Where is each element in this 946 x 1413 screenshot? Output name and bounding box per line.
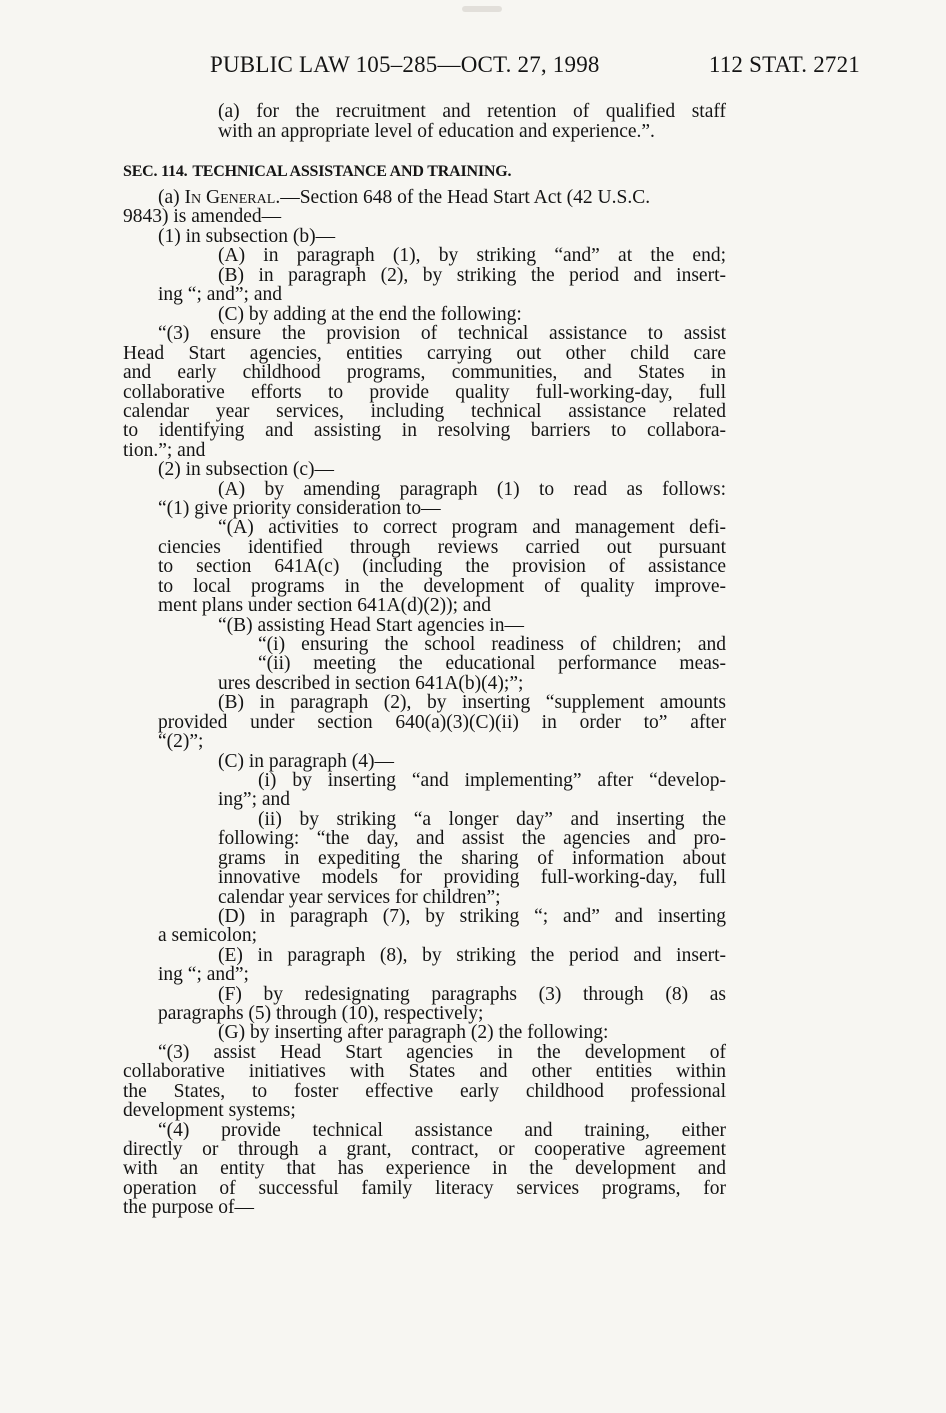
text-line: ciencies identified through reviews carried out pursuant xyxy=(158,537,726,558)
text-line: (D) in paragraph (7), by striking “; and” and inserting xyxy=(218,906,726,927)
text-line: the purpose of— xyxy=(123,1197,255,1218)
text-line: to identifying and assisting in resolving barriers to collabora- xyxy=(123,420,726,441)
text-line: ment plans under section 641A(d)(2)); and xyxy=(158,595,492,616)
text-line: “(ii) meeting the educational performance meas- xyxy=(258,653,726,674)
text-line: “(A) activities to correct program and management defi- xyxy=(218,517,726,538)
text-line: with an appropriate level of education and experience.”. xyxy=(218,121,655,142)
text-line: 9843) is amended— xyxy=(123,206,282,227)
text-line: “(3) ensure the provision of technical assistance to assist xyxy=(158,323,726,344)
text-line: paragraphs (5) through (10), respectively; xyxy=(158,1003,484,1024)
text-line: ures described in section 641A(b)(4);”; xyxy=(218,673,524,694)
text-line: directly or through a grant, contract, or cooperative agreement xyxy=(123,1139,726,1160)
text-line: following: “the day, and assist the agencies and pro- xyxy=(218,828,726,849)
text-line: “(4) provide technical assistance and training, either xyxy=(158,1120,726,1141)
text-line: calendar year services for children”; xyxy=(218,887,501,908)
text-line: “(B) assisting Head Start agencies in— xyxy=(218,615,524,636)
text-line: with an entity that has experience in the development and xyxy=(123,1158,726,1179)
text-line: to section 641A(c) (including the provision of assistance xyxy=(158,556,726,577)
text-line: (C) in paragraph (4)— xyxy=(218,751,394,772)
text-line: to local programs in the development of quality improve- xyxy=(158,576,726,597)
text-line: (2) in subsection (c)— xyxy=(158,459,334,480)
subsection-a-heading xyxy=(158,187,725,208)
text-line: development systems; xyxy=(123,1100,296,1121)
page-header xyxy=(210,52,860,86)
text-line: (C) by adding at the end the following: xyxy=(218,304,522,325)
header-stat-page: 112 STAT. 2721 xyxy=(708,52,860,77)
text-line: (B) in paragraph (2), by striking the period and insert- xyxy=(218,265,726,286)
text-line: (A) in paragraph (1), by striking “and” at the end; xyxy=(218,245,726,266)
text-line: (E) in paragraph (8), by striking the period and insert- xyxy=(218,945,726,966)
text-line: (A) by amending paragraph (1) to read as follows: xyxy=(218,479,726,500)
text-line: ing “; and”; and xyxy=(158,284,282,305)
text-line: “(i) ensuring the school readiness of children; and xyxy=(258,634,726,655)
text-line: operation of successful family literacy services programs, for xyxy=(123,1178,726,1199)
text-line: “(2)”; xyxy=(158,731,204,752)
section-heading xyxy=(123,160,511,182)
text-line: Head Start agencies, entities carrying out other child care xyxy=(123,343,726,364)
text-line: collaborative initiatives with States and other entities within xyxy=(123,1061,726,1082)
text-line: ing”; and xyxy=(218,789,291,810)
text-line: (F) by redesignating paragraphs (3) through (8) as xyxy=(218,984,726,1005)
text-line: innovative models for providing full-working-day, full xyxy=(218,867,726,888)
subsection-a-title: In General xyxy=(184,187,276,208)
section-number: SEC. 114. xyxy=(123,163,188,180)
text-line: collaborative efforts to provide quality full-working-day, full xyxy=(123,382,726,403)
text-line: (a) for the recruitment and retention of qualified staff xyxy=(218,101,726,122)
text-line: (1) in subsection (b)— xyxy=(158,226,336,247)
subsection-a-text: .—Section 648 of the Head Start Act (42 U.S.C. xyxy=(275,187,651,208)
text-line: “(1) give priority consideration to— xyxy=(158,498,441,519)
text-line: “(3) assist Head Start agencies in the development of xyxy=(158,1042,726,1063)
text-line: (ii) by striking “a longer day” and inserting the xyxy=(258,809,726,830)
text-line: the States, to foster effective early childhood professional xyxy=(123,1081,726,1102)
text-line: ing “; and”; xyxy=(158,964,249,985)
subsection-a-label: (a) xyxy=(158,187,180,208)
text-line: (i) by inserting “and implementing” after “develop- xyxy=(258,770,726,791)
text-line: (B) in paragraph (2), by inserting “supplement amounts xyxy=(218,692,726,713)
header-public-law: PUBLIC LAW 105–285—OCT. 27, 1998 xyxy=(210,52,600,77)
scan-artifact xyxy=(462,6,502,12)
text-line: tion.”; and xyxy=(123,440,206,461)
text-line: grams in expediting the sharing of information about xyxy=(218,848,726,869)
text-line: a semicolon; xyxy=(158,925,258,946)
text-line: and early childhood programs, communities, and States in xyxy=(123,362,726,383)
section-title: TECHNICAL ASSISTANCE AND TRAINING. xyxy=(192,163,512,180)
text-line: calendar year services, including technical assistance related xyxy=(123,401,726,422)
text-line: (G) by inserting after paragraph (2) the following: xyxy=(218,1022,609,1043)
text-line: provided under section 640(a)(3)(C)(ii) in order to” after xyxy=(158,712,726,733)
